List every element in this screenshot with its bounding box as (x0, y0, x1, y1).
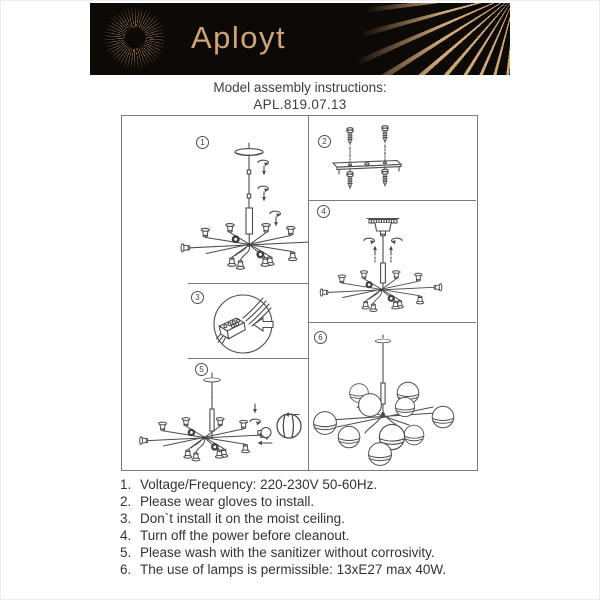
note-number: 2. (120, 494, 132, 509)
note-number: 6. (120, 562, 132, 577)
step-6-number: 6 (314, 331, 327, 344)
step-3-diagram (122, 284, 308, 358)
page-title: Model assembly instructions: (213, 80, 387, 95)
model-number: APL.819.07.13 (253, 97, 347, 112)
step-4-diagram (309, 201, 477, 322)
step-1-panel (122, 116, 308, 283)
step-6-diagram (309, 323, 477, 470)
sunburst-logo-icon (101, 4, 169, 72)
note-number: 1. (120, 477, 132, 492)
note-item (120, 527, 540, 544)
note-item (120, 493, 540, 510)
rays-decoration-icon (345, 3, 510, 75)
note-text: Don`t install it on the moist ceiling. (140, 511, 345, 526)
safety-notes-list (120, 476, 540, 578)
brand-name: Aployt (191, 20, 287, 55)
note-number: 3. (120, 511, 132, 526)
note-text: The use of lamps is permissible: 13xE27 max 40W. (140, 562, 447, 577)
assembly-diagram-box (121, 115, 478, 471)
step-5-number: 5 (195, 363, 208, 376)
step-4-number: 4 (317, 205, 330, 218)
step-4-panel (309, 201, 477, 322)
step-3-number: 3 (191, 291, 204, 304)
step-2-diagram (309, 116, 477, 200)
note-text: Turn off the power before cleanout. (140, 528, 350, 543)
step-1-diagram (122, 116, 308, 283)
note-item (120, 561, 540, 578)
brand-banner (90, 3, 510, 75)
step-2-panel (309, 116, 477, 200)
step-3-panel (122, 284, 308, 358)
step-1-number: 1 (196, 136, 209, 149)
step-2-number: 2 (318, 135, 331, 148)
step-5-panel (122, 359, 308, 470)
note-text: Please wear gloves to install. (140, 494, 315, 509)
note-text: Please wash with the sanitizer without corrosivity. (140, 545, 435, 560)
note-text: Voltage/Frequency: 220-230V 50-60Hz. (140, 477, 378, 492)
step-6-panel (309, 323, 477, 470)
note-number: 4. (120, 528, 132, 543)
step-5-diagram (122, 359, 308, 470)
note-item (120, 510, 540, 527)
note-item (120, 476, 540, 493)
note-number: 5. (120, 545, 132, 560)
note-item (120, 544, 540, 561)
